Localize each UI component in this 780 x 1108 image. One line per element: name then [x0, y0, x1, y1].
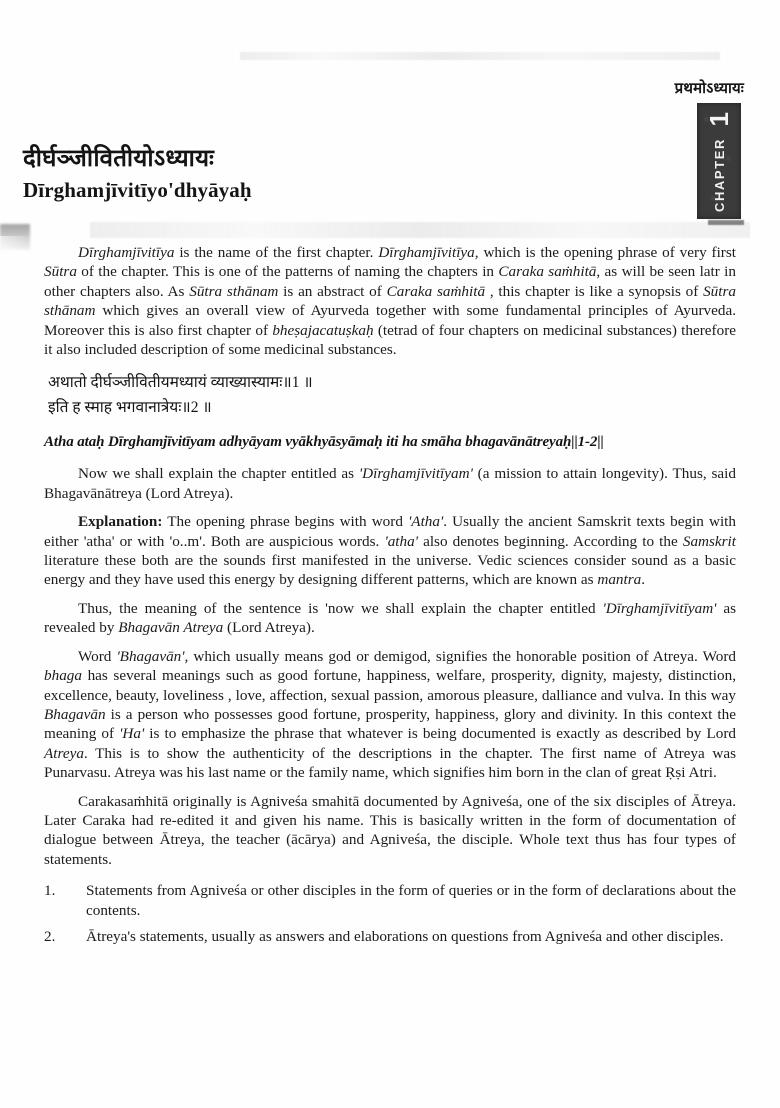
meaning-paragraph: [44, 599, 736, 638]
carakasamhita-paragraph: Carakasaṁhitā originally is Agniveśa smahitā documented by Agniveśa, one of the six disciples of Ātreya. Later Caraka had re-edited it and given his name. This is basically written in the form of documentation of dialogue between Ātreya, the teacher (ācārya) and Agniveśa, the disciple. Whole text thus has four types of statements.: [44, 792, 736, 868]
explanation-seg9: .: [641, 571, 646, 589]
intro-seg2: is the name of the first chapter.: [174, 244, 379, 261]
list-item-number: 1.: [44, 882, 56, 900]
list-item-text: Statements from Agniveśa or other disciples in the form of queries or in the form of declarations about the contents.: [86, 882, 736, 919]
bhagavan-seg6: Bhagavān: [44, 705, 106, 723]
chapter-tab-number: 1: [704, 112, 734, 127]
list-item: [44, 927, 736, 946]
list-item-number: 2.: [44, 927, 56, 945]
intro-seg11: Caraka saṁhitā: [386, 282, 486, 300]
scan-smudge-artifact: [0, 224, 30, 250]
explanation-label: Explanation:: [78, 513, 163, 531]
list-item-text: Ātreya's statements, usually as answers and elaborations on questions from Agniveśa and other disciples.: [86, 927, 724, 945]
chapter-tab-label: CHAPTER: [711, 138, 727, 213]
bhagavan-paragraph: [44, 647, 736, 783]
explanation-seg3: . Usually the ancient Samskrit texts begin with either 'atha' or with 'o..m'. Both are auspicious words.: [44, 513, 736, 550]
bhagavan-seg3: which usually means god or demigod, signifies the honorable position of Atreya. Word: [188, 647, 736, 665]
bhagavan-seg9: is to emphasize the phrase that whatever is being documented is exactly as described by Lord: [144, 725, 736, 743]
intro-seg4: which is the opening phrase of very first: [478, 244, 736, 261]
intro-seg5: Sūtra: [44, 263, 77, 281]
explanation-seg7: literature these both are the sounds first manifested in the universe. Vedic sciences consider sound as a basic energy and they have used this energy by designing different patterns, which are known as: [44, 552, 736, 589]
intro-seg14: which gives an overall view of Ayurveda together with some fundamental principles of Ayurveda. Moreover this is also first chapter of: [44, 302, 736, 339]
meaning-seg2: 'Dīrghamjīvitīyam': [602, 599, 717, 617]
meaning-seg5: (Lord Atreya).: [223, 619, 315, 637]
intro-seg6: of the chapter. This is one of the patterns of naming the chapters in: [76, 263, 499, 281]
sutra-transliteration: Atha ataḥ Dīrghamjīvitīyam adhyāyam vyākhyāsyāmaḥ iti ha smāha bhagavānātreyaḥ||1-2||: [44, 434, 604, 451]
intro-seg7: Caraka saṁhitā: [498, 263, 597, 281]
scan-bleedthrough-line: [240, 52, 720, 60]
body-text-column: [44, 243, 736, 953]
running-head-devanagari: प्रथमोऽध्यायः: [674, 81, 744, 97]
scan-edge-fade: [0, 236, 34, 396]
bhagavan-seg2: 'Bhagavān',: [116, 647, 189, 665]
explanation-seg6: Samskrit: [682, 532, 736, 550]
explanation-seg8: mantra: [597, 571, 642, 589]
meaning-seg1: Thus, the meaning of the sentence is 'now we shall explain the chapter entitled: [78, 599, 603, 617]
translation-seg3: (a mission to attain longevity). Thus, said Bhagavānātreya (Lord Atreya).: [44, 465, 736, 502]
intro-seg12: , this chapter is like a synopsis of: [485, 282, 704, 300]
bhagavan-seg11: . This is to show the authenticity of the descriptions in the chapter. The first name of Atreya was Punarvasu. Atreya was his last name or the family name, which signifies him born in the clan of great Ṛṣi Atri.: [44, 744, 736, 782]
explanation-paragraph: [44, 512, 736, 590]
intro-paragraph: [44, 243, 736, 359]
scan-bleedthrough-band: [90, 222, 750, 238]
explanation-seg2: 'Atha': [408, 513, 444, 531]
bhagavan-seg7: is a person who possesses good fortune, prosperity, happiness, glory and divinity. In this context the meaning of: [44, 705, 736, 743]
meaning-seg4: Bhagavān Atreya: [118, 619, 224, 637]
explanation-seg4: 'atha': [384, 532, 418, 550]
list-item: [44, 881, 736, 920]
statement-list: [44, 881, 736, 946]
intro-seg1: Dīrghamjīvitīya: [78, 244, 175, 261]
explanation-seg1: The opening phrase begins with word: [162, 513, 409, 531]
chapter-title-devanagari: दीर्घञ्जीवितीयोऽध्यायः: [23, 146, 215, 172]
intro-seg10: is an abstract of: [278, 282, 387, 300]
sutra-block: [44, 370, 736, 452]
bhagavan-seg8: 'Ha': [119, 725, 145, 743]
bhagavan-seg1: Word: [78, 647, 117, 665]
explanation-seg5: also denotes beginning. According to the: [417, 532, 683, 550]
sutra-line-2-devanagari: इति ह स्माह भगवानात्रेयः॥2 ॥: [48, 399, 212, 417]
intro-seg8: , as will be seen latr in other chapters also. As: [44, 263, 736, 300]
intro-seg9: Sūtra sthānam: [189, 282, 279, 300]
intro-seg3: Dīrghamjīvitīya,: [378, 244, 479, 261]
intro-seg15: bheṣajacatuṣkaḥ: [272, 321, 374, 339]
sutra-line-1-devanagari: अथातो दीर्घञ्जीवितीयमध्यायं व्याख्यास्यामः॥1 ॥: [48, 374, 313, 392]
chapter-tab: [697, 103, 741, 219]
intro-seg16: (tetrad of four chapters on medicinal substances) therefore it also included description of some medicinal substances.: [44, 321, 736, 359]
translation-paragraph: [44, 464, 736, 503]
intro-seg13: Sūtra sthānam: [44, 282, 736, 320]
bhagavan-seg10: Atreya: [44, 744, 84, 762]
chapter-title-transliteration: Dīrghamjīvitīyo'dhyāyaḥ: [23, 178, 252, 202]
meaning-seg3: as revealed by: [44, 599, 736, 637]
scan-ink-mark: [708, 220, 744, 225]
translation-seg2: 'Dīrghamjīvitīyam': [358, 465, 473, 483]
translation-seg1: Now we shall explain the chapter entitled as: [78, 465, 359, 483]
bhagavan-seg4: bhaga: [44, 667, 82, 685]
bhagavan-seg5: has several meanings such as good fortune, happiness, welfare, prosperity, dignity, majesty, distinction, excellence, beauty, loveliness , love, affection, sexual passion, amorous pleasure, dalliance and vulva. In this way: [44, 667, 736, 704]
